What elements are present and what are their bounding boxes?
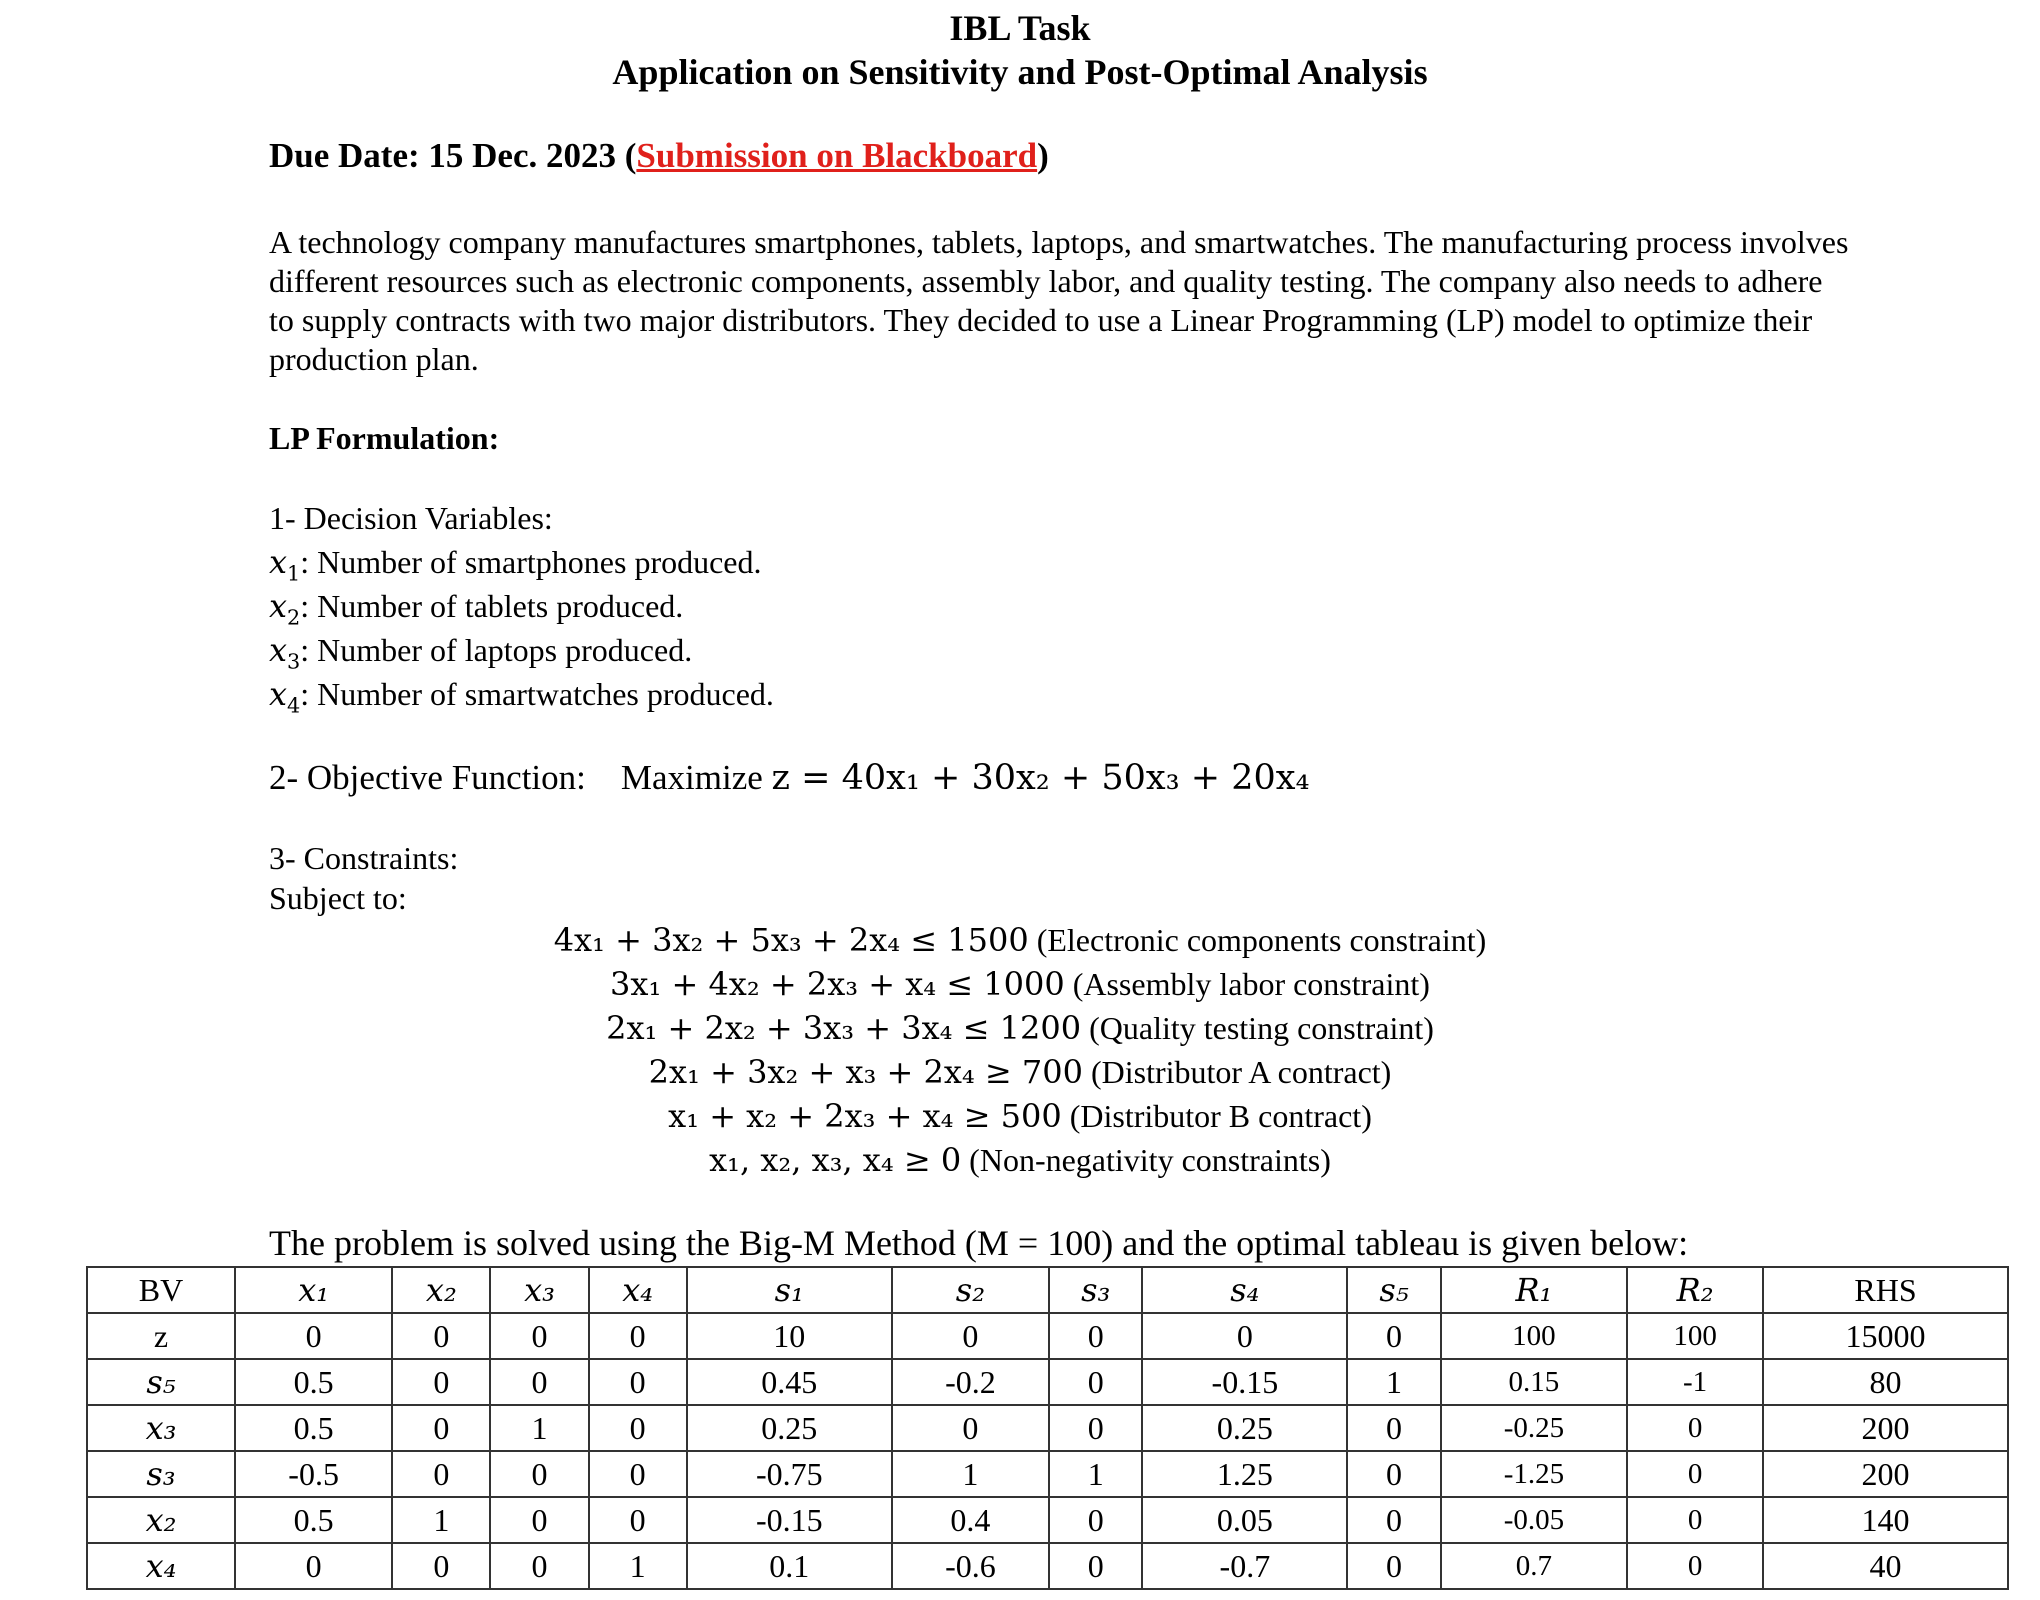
table-cell: 0.25: [687, 1405, 892, 1451]
objective-function: [269, 758, 1310, 798]
table-cell: 1: [892, 1451, 1049, 1497]
table-cell: -0.15: [687, 1497, 892, 1543]
table-cell: 0: [1627, 1543, 1763, 1589]
table-cell: 0: [1049, 1497, 1142, 1543]
table-cell: 0: [1347, 1497, 1440, 1543]
constraint-description: (Assembly labor constraint): [1072, 966, 1430, 1002]
header-cell: s₄: [1142, 1267, 1347, 1313]
table-cell: 0: [490, 1313, 588, 1359]
table-cell: 0.5: [235, 1497, 392, 1543]
header-cell: s₁: [687, 1267, 892, 1313]
table-cell: -0.2: [892, 1359, 1049, 1405]
var-symbol: x: [269, 675, 288, 713]
tableau-header-row: [87, 1267, 2008, 1313]
table-cell: 1: [392, 1497, 490, 1543]
table-cell: -0.6: [892, 1543, 1049, 1589]
due-date-label: Due Date: 15 Dec. 2023 (: [269, 136, 637, 175]
table-cell: 0: [1347, 1313, 1440, 1359]
constraint-distributor-a: [0, 1050, 2040, 1094]
objective-expression: z = 40x₁ + 30x₂ + 50x₃ + 20x₄: [771, 758, 1310, 798]
table-cell: 0: [392, 1405, 490, 1451]
table-cell: 0: [1049, 1313, 1142, 1359]
table-cell: 0.15: [1441, 1359, 1627, 1405]
table-cell: 1: [589, 1543, 687, 1589]
table-cell: 0: [490, 1497, 588, 1543]
constraint-non-negativity: [0, 1138, 2040, 1182]
table-cell: 1.25: [1142, 1451, 1347, 1497]
table-cell: 10: [687, 1313, 892, 1359]
header-cell: RHS: [1763, 1267, 2008, 1313]
var-symbol: x: [269, 543, 288, 581]
table-cell: 0: [1049, 1405, 1142, 1451]
table-cell: 200: [1763, 1405, 2008, 1451]
table-cell: -0.15: [1142, 1359, 1347, 1405]
table-cell: 0.5: [235, 1405, 392, 1451]
table-row: [87, 1543, 2008, 1589]
subject-to-label: Subject to:: [269, 880, 407, 916]
table-cell: x₂: [87, 1497, 235, 1543]
header-cell: s₅: [1347, 1267, 1440, 1313]
constraint-expression: 4x₁ + 3x₂ + 5x₃ + 2x₄ ≤ 1500: [553, 921, 1029, 959]
table-cell: 0: [235, 1543, 392, 1589]
table-cell: 40: [1763, 1543, 2008, 1589]
table-cell: 0: [392, 1451, 490, 1497]
constraint-expression: x₁ + x₂ + 2x₃ + x₄ ≥ 500: [668, 1097, 1062, 1135]
table-row: [87, 1451, 2008, 1497]
table-cell: 0.7: [1441, 1543, 1627, 1589]
table-cell: -0.5: [235, 1451, 392, 1497]
table-cell: 0: [490, 1359, 588, 1405]
constraint-description: (Quality testing constraint): [1089, 1010, 1434, 1046]
constraints-list: [0, 918, 2040, 1182]
table-cell: x₄: [87, 1543, 235, 1589]
due-date-close: ): [1037, 136, 1049, 175]
table-cell: 0: [1347, 1451, 1440, 1497]
optimal-tableau: [86, 1266, 2009, 1590]
table-cell: 200: [1763, 1451, 2008, 1497]
objective-maximize: Maximize: [620, 758, 763, 797]
table-cell: 140: [1763, 1497, 2008, 1543]
table-cell: 0: [490, 1543, 588, 1589]
header-cell: x₃: [490, 1267, 588, 1313]
table-cell: 0.25: [1142, 1405, 1347, 1451]
constraints-heading: 3- Constraints:: [269, 840, 459, 876]
var-symbol: x: [269, 631, 288, 669]
table-cell: 0: [589, 1451, 687, 1497]
constraint-description: (Non-negativity constraints): [969, 1142, 1331, 1178]
header-cell: x₂: [392, 1267, 490, 1313]
table-cell: x₃: [87, 1405, 235, 1451]
table-cell: 0: [392, 1543, 490, 1589]
table-cell: 0: [392, 1359, 490, 1405]
decision-variables-heading: 1- Decision Variables:: [269, 500, 553, 536]
document-subtitle: Application on Sensitivity and Post-Optimal Analysis: [612, 52, 1428, 92]
table-cell: 0: [235, 1313, 392, 1359]
table-cell: 100: [1627, 1313, 1763, 1359]
table-cell: -0.75: [687, 1451, 892, 1497]
table-cell: 0: [589, 1497, 687, 1543]
constraint-expression: 3x₁ + 4x₂ + 2x₃ + x₄ ≤ 1000: [610, 965, 1065, 1003]
table-cell: 0: [589, 1359, 687, 1405]
table-cell: s₅: [87, 1359, 235, 1405]
constraint-description: (Electronic components constraint): [1036, 922, 1487, 958]
var-symbol: x: [269, 587, 288, 625]
table-cell: 0: [589, 1313, 687, 1359]
lp-formulation-heading: LP Formulation:: [269, 420, 500, 456]
constraint-electronic: [0, 918, 2040, 962]
table-cell: z: [87, 1313, 235, 1359]
table-cell: 0: [1049, 1543, 1142, 1589]
table-cell: 0: [392, 1313, 490, 1359]
objective-label: 2- Objective Function:: [269, 758, 586, 797]
table-cell: 100: [1441, 1313, 1627, 1359]
var-subscript: 4: [287, 693, 301, 718]
var-subscript: 1: [287, 561, 301, 586]
constraint-description: (Distributor B contract): [1069, 1098, 1372, 1134]
table-cell: 0: [490, 1451, 588, 1497]
header-cell: R₂: [1627, 1267, 1763, 1313]
table-row: [87, 1405, 2008, 1451]
constraint-distributor-b: [0, 1094, 2040, 1138]
table-cell: 0: [1347, 1543, 1440, 1589]
table-cell: 0: [1627, 1405, 1763, 1451]
table-cell: -0.7: [1142, 1543, 1347, 1589]
header-cell: x₄: [589, 1267, 687, 1313]
constraint-description: (Distributor A contract): [1090, 1054, 1392, 1090]
constraint-assembly: [0, 962, 2040, 1006]
constraint-expression: x₁, x₂, x₃, x₄ ≥ 0: [709, 1141, 962, 1179]
table-cell: 0.1: [687, 1543, 892, 1589]
tableau-note: The problem is solved using the Big-M Method (M = 100) and the optimal tableau is given below:: [269, 1223, 1689, 1263]
table-cell: 80: [1763, 1359, 2008, 1405]
table-cell: 1: [490, 1405, 588, 1451]
table-cell: s₃: [87, 1451, 235, 1497]
table-row: [87, 1497, 2008, 1543]
table-cell: -0.25: [1441, 1405, 1627, 1451]
var-description: : Number of smartwatches produced.: [300, 676, 774, 712]
header-cell: BV: [87, 1267, 235, 1313]
constraint-expression: 2x₁ + 3x₂ + x₃ + 2x₄ ≥ 700: [648, 1053, 1083, 1091]
document-title: IBL Task: [949, 8, 1091, 48]
table-row: [87, 1359, 2008, 1405]
table-cell: 0.45: [687, 1359, 892, 1405]
table-cell: 0.05: [1142, 1497, 1347, 1543]
table-cell: 0: [1049, 1359, 1142, 1405]
table-cell: 1: [1347, 1359, 1440, 1405]
submission-link[interactable]: Submission on Blackboard: [636, 136, 1038, 175]
var-subscript: 3: [287, 649, 301, 674]
constraint-expression: 2x₁ + 2x₂ + 3x₃ + 3x₄ ≤ 1200: [606, 1009, 1082, 1047]
due-date: [269, 136, 1049, 176]
table-cell: 0: [1627, 1451, 1763, 1497]
constraint-quality: [0, 1006, 2040, 1050]
table-cell: 0: [589, 1405, 687, 1451]
intro-paragraph: A technology company manufactures smartphones, tablets, laptops, and smartwatches. The manufacturing process involves different resources such as electronic components, assembly labor, and quality testing. The company also needs to adhere to supply contracts with two major distributors. They decided to use a Linear Programming (LP) model to optimize their production plan.: [269, 224, 1849, 377]
header-cell: s₃: [1049, 1267, 1142, 1313]
table-cell: -0.05: [1441, 1497, 1627, 1543]
table-cell: 0.4: [892, 1497, 1049, 1543]
var-subscript: 2: [287, 605, 301, 630]
table-cell: 0: [1347, 1405, 1440, 1451]
table-cell: 0: [1627, 1497, 1763, 1543]
header-cell: R₁: [1441, 1267, 1627, 1313]
header-cell: x₁: [235, 1267, 392, 1313]
table-cell: 0: [892, 1313, 1049, 1359]
table-cell: 1: [1049, 1451, 1142, 1497]
table-cell: 15000: [1763, 1313, 2008, 1359]
var-description: : Number of tablets produced.: [300, 588, 684, 624]
var-description: : Number of smartphones produced.: [300, 544, 762, 580]
table-cell: 0.5: [235, 1359, 392, 1405]
table-row: [87, 1313, 2008, 1359]
header-cell: s₂: [892, 1267, 1049, 1313]
table-cell: 0: [1142, 1313, 1347, 1359]
table-cell: 0: [892, 1405, 1049, 1451]
decision-variable-4: [269, 674, 774, 725]
table-cell: -1.25: [1441, 1451, 1627, 1497]
table-cell: -1: [1627, 1359, 1763, 1405]
var-description: : Number of laptops produced.: [300, 632, 693, 668]
